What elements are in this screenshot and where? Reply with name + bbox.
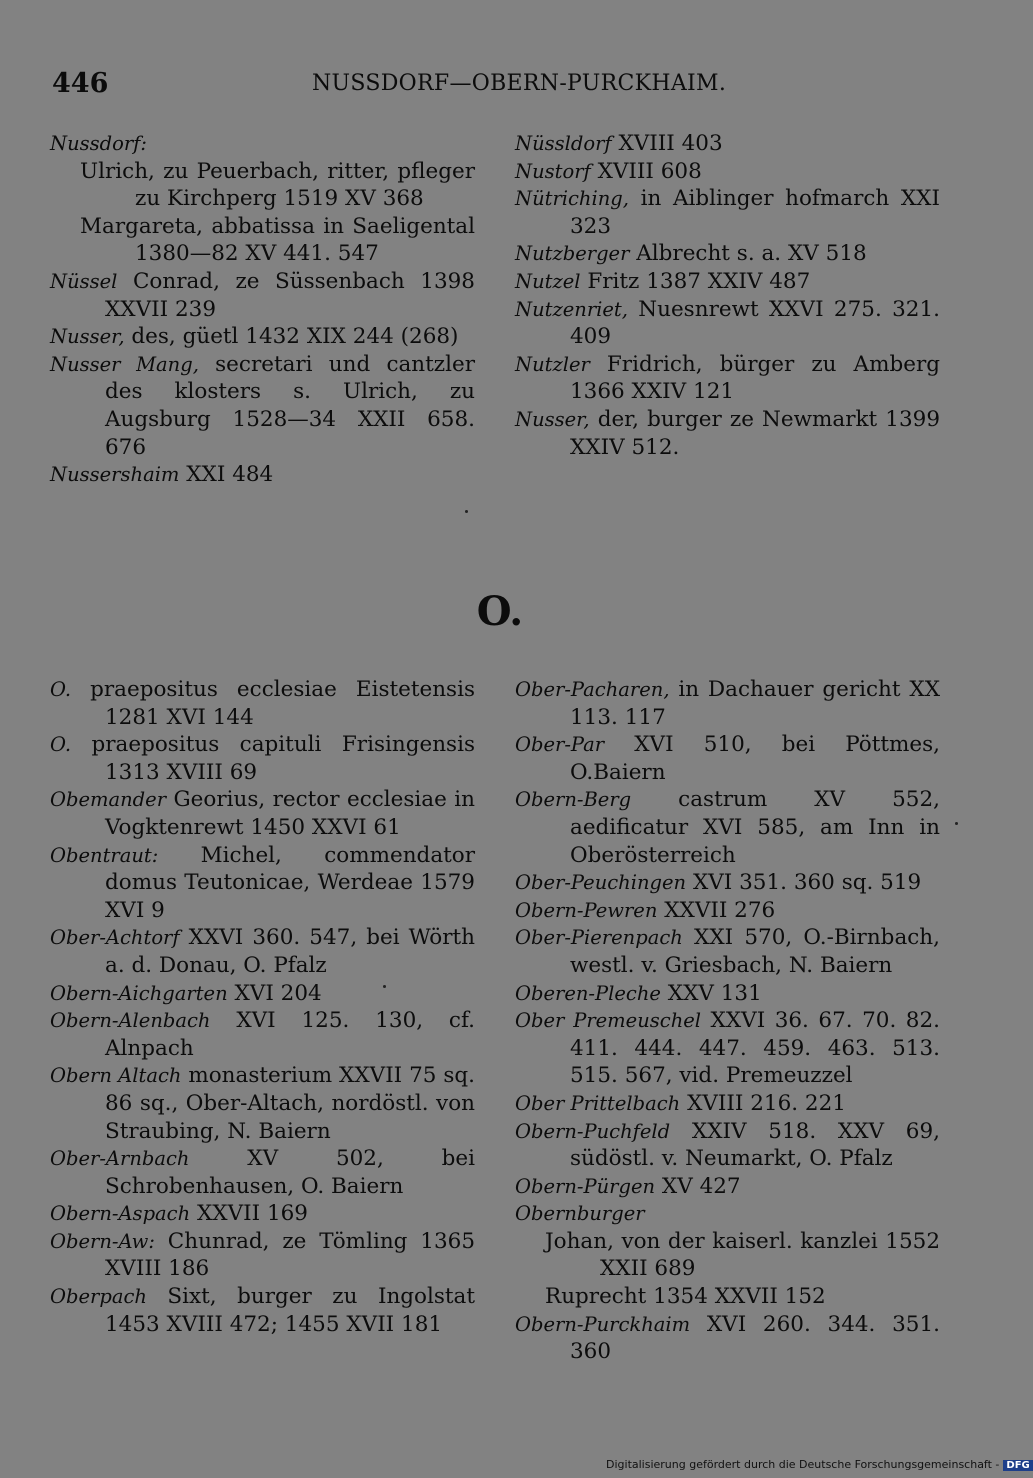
entry-text: Ulrich, zu Peuerbach, ritter, pfleger zu Kirchperg 1519 XV 368 bbox=[80, 158, 475, 212]
entry-text: Georius, rector ecclesiae in Vogktenrewt 1450 XXVI 61 bbox=[105, 787, 475, 840]
entry-keyword: Oberen-Pleche bbox=[515, 981, 661, 1005]
entry-keyword: Nussdorf: bbox=[50, 132, 147, 155]
index-entry bbox=[50, 1007, 475, 1062]
entry-text: XXIV 518. XXV 69, südöstl. v. Neumarkt, O. Pfalz bbox=[570, 1118, 940, 1172]
entry-text: XXI 484 bbox=[179, 462, 274, 488]
entry-keyword: Ober Premeuschel bbox=[515, 1009, 702, 1033]
entry-text: Sixt, burger zu Ingolstat 1453 XVIII 472; 1455 XVII 181 bbox=[105, 1284, 475, 1337]
entry-keyword: Nüssldorf bbox=[515, 132, 612, 155]
index-entry bbox=[515, 897, 940, 925]
entry-keyword: Nutzler bbox=[515, 352, 590, 376]
entry-text: XVI 260. 344. 351. 360 bbox=[570, 1311, 940, 1365]
index-entry bbox=[515, 158, 940, 186]
entry-text: praepositus ecclesiae Eistetensis 1281 XVI 144 bbox=[71, 677, 475, 730]
entry-keyword: Ober Prittelbach bbox=[515, 1091, 681, 1115]
entry-text: XXVII 169 bbox=[190, 1201, 308, 1227]
index-entry bbox=[50, 731, 475, 786]
index-entry bbox=[515, 185, 940, 240]
entry-keyword: Obemander bbox=[50, 788, 167, 812]
entry-text: XXVI 36. 67. 70. 82. 411. 444. 447. 459. 463. 513. 515. 567, vid. Premeuzzel bbox=[570, 1008, 940, 1089]
entry-text: XVI 125. 130, cf. Alnpach bbox=[105, 1008, 475, 1061]
entry-text: XVI 351. 360 sq. 519 bbox=[686, 870, 922, 896]
index-entry bbox=[50, 130, 475, 158]
entry-keyword: Obern-Alenbach bbox=[50, 1009, 211, 1033]
entry-keyword: Nusser Mang, bbox=[50, 352, 199, 376]
entry-keyword: Obern-Pewren bbox=[515, 898, 658, 922]
index-subentry bbox=[515, 1228, 940, 1283]
entry-text: XXVII 276 bbox=[657, 897, 776, 923]
index-entry bbox=[515, 786, 940, 869]
entry-text: Fridrich, bürger zu Amberg 1366 XXIV 121 bbox=[570, 351, 940, 405]
entry-keyword: Obern-Aspach bbox=[50, 1202, 191, 1226]
index-column-top-left bbox=[50, 130, 475, 489]
entry-keyword: Ober-Arnbach bbox=[50, 1147, 190, 1171]
index-subentry bbox=[50, 158, 475, 213]
entry-text: Michel, commendator domus Teutonicae, Werdeae 1579 XVI 9 bbox=[105, 842, 475, 923]
entry-text: in Aiblinger hofmarch XXI 323 bbox=[570, 186, 940, 239]
entry-keyword: Nussershaim bbox=[50, 463, 180, 487]
index-entry bbox=[50, 461, 475, 489]
section-letter-heading: O. bbox=[476, 588, 524, 635]
running-head: NUSSDORF—OBERN-PURCKHAIM. bbox=[312, 71, 727, 96]
index-entry bbox=[515, 980, 940, 1008]
entry-keyword: Obern-Puchfeld bbox=[515, 1119, 671, 1143]
index-entry bbox=[50, 351, 475, 461]
entry-keyword: Obern Altach bbox=[50, 1064, 182, 1088]
entry-keyword: O. bbox=[50, 733, 72, 757]
index-entry bbox=[50, 1200, 475, 1228]
index-entry bbox=[515, 351, 940, 406]
entry-text: XVIII 403 bbox=[611, 131, 723, 156]
entry-keyword: Obernburger bbox=[515, 1202, 645, 1226]
index-entry bbox=[515, 1007, 940, 1090]
entry-text: Johan, von der kaiserl. kanzlei 1552 XXII 689 bbox=[545, 1228, 940, 1282]
entry-text: XXVI 360. 547, bei Wörth a. d. Donau, O. Pfalz bbox=[105, 925, 475, 978]
entry-keyword: Nütriching, bbox=[515, 187, 629, 211]
entry-keyword: Ober-Pacharen, bbox=[515, 678, 670, 701]
entry-keyword: Obern-Berg bbox=[515, 788, 632, 812]
index-entry bbox=[50, 1228, 475, 1283]
index-entry bbox=[515, 1200, 940, 1228]
entry-keyword: Nutzberger bbox=[515, 242, 630, 266]
footer-text: Digitalisierung gefördert durch die Deutsche Forschungsgemeinschaft - bbox=[606, 1458, 1000, 1471]
entry-text: XVIII 608 bbox=[590, 158, 702, 184]
entry-keyword: Obern-Purckhaim bbox=[515, 1312, 691, 1336]
entry-keyword: Obentraut: bbox=[50, 843, 159, 867]
entry-text: secretari und cantzler des klosters s. Ulrich, zu Augsburg 1528—34 XXII 658. 676 bbox=[105, 351, 476, 460]
index-subentry bbox=[50, 213, 475, 268]
entry-text: XVIII 216. 221 bbox=[680, 1090, 846, 1116]
index-subentry bbox=[515, 1283, 940, 1311]
entry-keyword: Obern-Pürgen bbox=[515, 1174, 656, 1198]
index-entry bbox=[515, 240, 940, 268]
entry-keyword: Obern-Aw: bbox=[50, 1229, 155, 1253]
entry-text: monasterium XXVII 75 sq. 86 sq., Ober-Altach, nordöstl. von Straubing, N. Baiern bbox=[105, 1063, 475, 1144]
index-entry bbox=[50, 980, 475, 1008]
index-entry bbox=[515, 731, 940, 786]
entry-text: Nuesnrewt XXVI 275. 321. 409 bbox=[570, 296, 940, 350]
index-entry bbox=[515, 1173, 940, 1201]
index-entry bbox=[50, 1062, 475, 1145]
entry-text: XV 502, bei Schrobenhausen, O. Baiern bbox=[105, 1146, 475, 1199]
index-entry bbox=[515, 1311, 940, 1366]
index-entry bbox=[515, 406, 940, 461]
print-speck bbox=[465, 510, 468, 513]
index-entry bbox=[515, 1118, 940, 1173]
entry-keyword: Ober-Par bbox=[515, 733, 605, 757]
entry-text: XXV 131 bbox=[660, 980, 762, 1006]
entry-text: castrum XV 552, aedificatur XVI 585, am Inn in Oberösterreich bbox=[570, 787, 940, 868]
index-entry bbox=[50, 924, 475, 979]
index-entry bbox=[515, 268, 940, 296]
entry-text: XV 427 bbox=[655, 1173, 741, 1199]
index-entry bbox=[50, 786, 475, 841]
entry-text: XVI 204 bbox=[227, 980, 322, 1006]
entry-keyword: Ober-Achtorf bbox=[50, 926, 180, 950]
entry-text: XXI 570, O.-Birnbach, westl. v. Griesbach, N. Baiern bbox=[570, 925, 940, 978]
entry-keyword: Nutzel bbox=[515, 269, 581, 293]
entry-text: praepositus capituli Frisingensis 1313 XVIII 69 bbox=[71, 732, 475, 785]
entry-keyword: Obern-Aichgarten bbox=[50, 981, 228, 1005]
index-entry bbox=[515, 130, 940, 158]
index-entry bbox=[515, 676, 940, 731]
entry-keyword: Oberpach bbox=[50, 1285, 147, 1309]
entry-keyword: Nusser, bbox=[50, 325, 125, 349]
entry-text: in Dachauer gericht XX 113. 117 bbox=[570, 677, 940, 730]
dfg-logo: DFG bbox=[1003, 1460, 1032, 1471]
entry-text: Fritz 1387 XXIV 487 bbox=[580, 268, 811, 294]
index-entry bbox=[515, 1090, 940, 1118]
index-entry bbox=[50, 1283, 475, 1338]
entry-keyword: Nutzenriet, bbox=[515, 297, 628, 321]
index-entry bbox=[50, 268, 475, 323]
entry-text: Chunrad, ze Tömling 1365 XVIII 186 bbox=[105, 1228, 475, 1282]
index-column-bottom-left bbox=[50, 676, 475, 1338]
entry-text: XVI 510, bei Pöttmes, O.Baiern bbox=[570, 732, 940, 785]
index-entry bbox=[50, 1145, 475, 1200]
entry-keyword: Nüssel bbox=[50, 269, 118, 293]
entry-text: Margareta, abbatissa in Saeligental 1380—82 XV 441. 547 bbox=[80, 213, 475, 267]
print-speck bbox=[383, 985, 386, 988]
print-speck bbox=[955, 822, 958, 825]
index-entry bbox=[50, 842, 475, 925]
entry-text: Ruprecht 1354 XXVII 152 bbox=[545, 1284, 826, 1310]
index-entry bbox=[50, 676, 475, 731]
index-entry bbox=[50, 323, 475, 351]
index-column-top-right bbox=[515, 130, 940, 461]
entry-text: des, güetl 1432 XIX 244 (268) bbox=[124, 324, 459, 350]
entry-keyword: Ober-Peuchingen bbox=[515, 871, 687, 895]
index-column-bottom-right bbox=[515, 676, 940, 1366]
index-entry bbox=[515, 924, 940, 979]
entry-text: Albrecht s. a. XV 518 bbox=[629, 241, 867, 267]
entry-keyword: Nustorf bbox=[515, 159, 591, 183]
entry-text: der, burger ze Newmarkt 1399 XXIV 512. bbox=[570, 406, 940, 460]
page-header bbox=[0, 68, 1000, 108]
digitization-footer bbox=[606, 1458, 1033, 1471]
index-entry bbox=[515, 869, 940, 897]
page-number: 446 bbox=[52, 68, 109, 99]
entry-text: Conrad, ze Süssenbach 1398 XXVII 239 bbox=[105, 268, 475, 322]
index-entry bbox=[515, 296, 940, 351]
entry-keyword: O. bbox=[50, 678, 72, 701]
entry-keyword: Ober-Pierenpach bbox=[515, 926, 683, 950]
entry-keyword: Nusser, bbox=[515, 407, 590, 431]
